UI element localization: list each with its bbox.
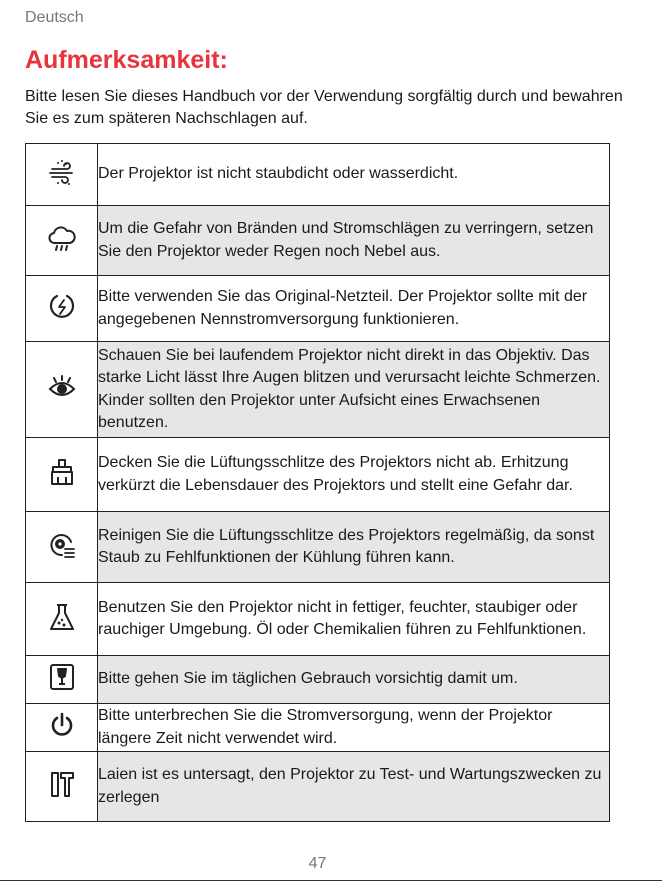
bottom-rule: [0, 880, 662, 881]
eye-icon: [47, 372, 77, 402]
table-row: [26, 144, 610, 206]
language-label: Deutsch: [25, 9, 84, 26]
table-row: [26, 512, 610, 583]
note-text: Schauen Sie bei laufendem Projektor nicht direkt in das Objektiv. Das starke Licht lässt Ihre Augen blitzen und verursacht leichte Schmerzen. Kinder sollten den Projektor unter Aufsicht eines Erwachsenen benutzen.: [98, 342, 610, 438]
note-text: Um die Gefahr von Bränden und Stromschlägen zu verringern, setzen Sie den Projektor weder Regen noch Nebel aus.: [98, 206, 610, 276]
brush-icon: [47, 457, 77, 487]
note-text: Benutzen Sie den Projektor nicht in fettiger, feuchter, staubiger oder rauchiger Umgebung. Öl oder Chemikalien führen zu Fehlfunktionen.: [98, 583, 610, 656]
power-adapter-icon: [47, 291, 77, 321]
tools-icon: [47, 769, 77, 799]
note-text: Laien ist es untersagt, den Projektor zu Test- und Wartungszwecken zu zerlegen: [98, 752, 610, 822]
note-text: Der Projektor ist nicht staubdicht oder wasserdicht.: [98, 144, 610, 206]
table-row: [26, 438, 610, 512]
note-text: Reinigen Sie die Lüftungsschlitze des Projektors regelmäßig, da sonst Staub zu Fehlfunktionen der Kühlung führen kann.: [98, 512, 610, 583]
fragile-glass-icon: [47, 662, 77, 692]
note-text: Bitte gehen Sie im täglichen Gebrauch vorsichtig damit um.: [98, 656, 610, 704]
table-row: [26, 704, 610, 752]
note-text: Bitte unterbrechen Sie die Stromversorgung, wenn der Projektor längere Zeit nicht verwendet wird.: [98, 704, 610, 752]
dust-water-icon: [47, 157, 77, 187]
table-row: [26, 276, 610, 342]
rain-cloud-icon: [47, 223, 77, 253]
table-row: [26, 206, 610, 276]
intro-text: Bitte lesen Sie dieses Handbuch vor der Verwendung sorgfältig durch und bewahren Sie es zum späteren Nachschlagen auf.: [25, 88, 623, 127]
page-number: 47: [308, 855, 327, 872]
fan-icon: [47, 530, 77, 560]
page-title: Aufmerksamkeit:: [25, 46, 228, 74]
table-row: [26, 656, 610, 704]
power-button-icon: [47, 710, 77, 740]
safety-notes-table: [25, 143, 610, 822]
chemical-flask-icon: [47, 602, 77, 632]
table-row: [26, 342, 610, 438]
note-text: Bitte verwenden Sie das Original-Netzteil. Der Projektor sollte mit der angegebenen Nennstromversorgung funktionieren.: [98, 276, 610, 342]
table-row: [26, 583, 610, 656]
table-row: [26, 752, 610, 822]
note-text: Decken Sie die Lüftungsschlitze des Projektors nicht ab. Erhitzung verkürzt die Lebensdauer des Projektors und stellt eine Gefahr dar.: [98, 438, 610, 512]
